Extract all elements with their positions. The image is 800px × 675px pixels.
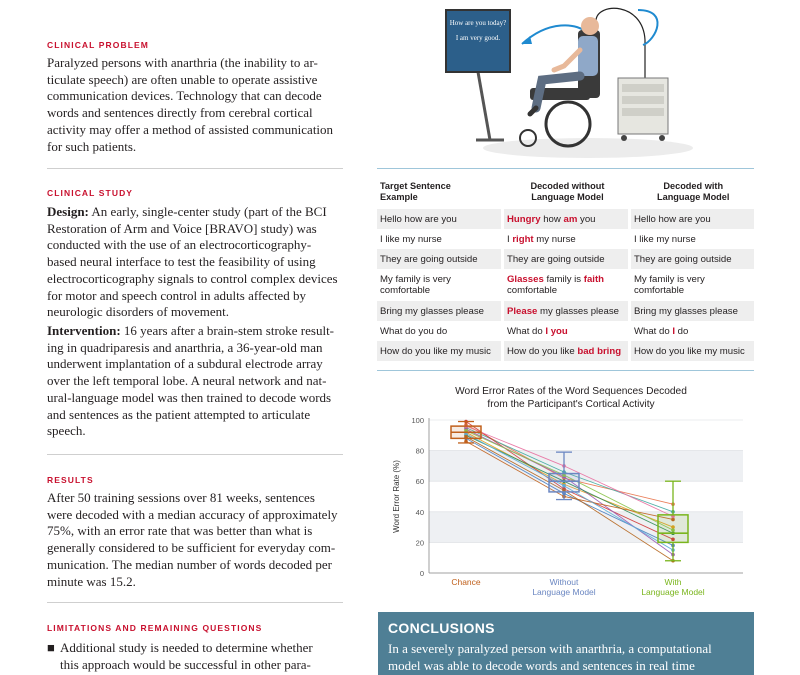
word-error-rate-chart [377,382,757,604]
patient-head [581,17,599,35]
y-tick-label: 0 [419,569,424,578]
decoded-without-cell [502,229,629,249]
bullet-marker: ■ [47,640,55,655]
decoded-text: How do you like [506,345,578,357]
target-sentence-cell: Hello how are you [380,213,457,225]
target-sentence-cell: I like my nurse [380,233,442,245]
intervention-line: over the left temporal lobe. A neural network and nat- [47,373,327,389]
decoded-with-cell [629,209,754,229]
conclusions-heading: CONCLUSIONS [388,620,495,636]
y-tick-label: 60 [415,477,424,487]
decoded-with-cell [629,321,754,341]
y-axis-label: Word Error Rate (%) [392,460,401,533]
table-row [377,301,754,321]
x-category-label: With [664,577,682,587]
signal-arrow-icon [638,10,658,45]
table-row [377,249,754,269]
limitations-line: this approach would be successful in other para- [60,656,311,672]
y-tick-label: 40 [415,507,424,517]
decoded-without-cell [502,249,629,269]
decoding-error-word: Hungry [506,213,541,225]
table-row [377,209,754,229]
intervention-line: ing in quadriparesis and anarthria, a 36-year-old man [47,339,323,355]
decoding-error-word: faith [583,274,605,285]
box [658,515,688,543]
decoded-text: comfortable [506,285,558,296]
decoded-text: Hello how are you [633,213,711,225]
design-line: based neural interface to test the feasibility of using [47,254,316,270]
decoded-sentences-table [377,181,754,361]
y-tick-label: 20 [415,538,424,548]
grid-band [429,512,743,543]
design-line: electrocorticography signals to control complex devices [47,270,338,286]
screen-answer: I am very good. [455,34,501,42]
clinical-problem-heading: CLINICAL PROBLEM [47,40,149,50]
box [549,474,579,492]
conclusions-text [388,641,746,674]
decoded-text: My family is very [633,274,705,285]
limitations-line: Additional study is needed to determine whether [60,640,313,655]
decoded-text: family is [543,274,584,285]
decoded-with-cell [629,341,754,361]
results-line: minute was 15.2. [47,573,136,589]
decoded-text: How do you like my music [633,345,745,357]
grid-band [429,451,743,482]
screen-question: How are you today? [449,19,507,27]
design-text [47,204,343,321]
target-sentence-cell: What do you do [380,325,448,337]
intervention-line: 16 years after a brain-stem stroke result- [120,323,335,338]
intervention-line: speech. [47,423,86,439]
decoded-text: What do [506,325,546,337]
patient-illustration [438,0,708,160]
table-bottom-rule [377,370,754,371]
clinical-problem-line: words and sentences directly from cerebral cortical [47,105,313,121]
conclusions-line: In a severely paralyzed person with anarthria, a computational [388,641,712,656]
results-line: 75%, with an error rate that was better than what is [47,523,313,539]
decoding-error-word: Please [506,305,538,317]
intervention-label: Intervention: [47,323,121,338]
section-divider [47,454,343,455]
column-header-without: Decoded without Language Model [530,181,605,202]
results-line: generally considered to be sufficient for everyday com- [47,540,336,556]
target-sentence-cell: They are going outside [380,253,478,265]
results-line: munication. The median number of words decoded per [47,556,332,572]
decoded-without-cell [502,209,629,229]
decoded-text: comfortable [633,285,685,296]
decoded-with-cell [629,229,754,249]
decoded-without-cell [502,321,629,341]
decoded-text: What do [633,325,673,337]
decoded-text: how [540,213,564,225]
intervention-text [47,323,343,440]
intervention-line: and sentences as the patient attempted to articulate [47,406,311,422]
decoded-with-cell [629,249,754,269]
decoded-text: Bring my glasses please [633,305,738,317]
decoded-without-cell [502,269,629,301]
decoding-error-word: bad bring [577,345,622,357]
decoding-error-word: Glasses [506,274,544,285]
table-row [377,321,754,341]
design-label: Design: [47,204,89,219]
results-text [47,490,343,590]
x-category-label: Language Model [532,587,596,597]
conclusions-box [378,612,754,675]
decoded-text: you [577,213,596,225]
intervention-line: ural-language model was then trained to decode words [47,389,332,405]
decoded-text: I [506,233,513,245]
table-row [377,269,754,301]
column-header-target: Target Sentence Example [380,181,451,202]
results-line: were decoded with a median accuracy of approximately [47,506,338,522]
decoded-text: They are going outside [633,253,732,265]
results-heading: RESULTS [47,475,94,485]
decoding-error-word: I [672,325,676,337]
limitations-heading: LIMITATIONS AND REMAINING QUESTIONS [47,623,263,633]
clinical-problem-line: Paralyzed persons with anarthria (the inability to ar- [47,55,318,70]
clinical-study-heading: CLINICAL STUDY [47,188,134,198]
table-top-rule [377,168,754,169]
section-divider [47,602,343,603]
conclusions-line: model was able to decode words and sentences in real time [388,657,695,673]
table-row [377,229,754,249]
decoded-text: my nurse [533,233,576,245]
x-category-label: Without [549,577,579,587]
x-category-label: Chance [451,577,481,587]
design-line: for motor and speech control in adults affected by [47,287,306,303]
y-tick-label: 80 [415,446,424,456]
y-tick-label: 100 [411,416,424,425]
design-line: neurologic disorders of movement. [47,304,229,320]
decoded-text: do [675,325,689,337]
intervention-line: underwent implantation of a subdural electrode array [47,356,323,372]
decoding-error-word: am [563,213,578,225]
decoded-without-cell [502,301,629,321]
design-line: Restoration of Arm and Voice [BRAVO] study) was [47,220,317,236]
clinical-problem-line: activity may offer a method of assisted communication [47,121,334,137]
decoded-text: my glasses please [537,305,619,317]
chart-title: Word Error Rates of the Word Sequences Decoded [455,386,687,397]
clinical-problem-line: for such patients. [47,138,137,154]
x-category-label: Language Model [641,587,705,597]
target-sentence-cell: Bring my glasses please [380,305,484,317]
section-divider [47,168,343,169]
chart-title: from the Participant's Cortical Activity [487,399,655,410]
design-line: conducted with the use of an electrocorticography- [47,237,312,253]
table-row [377,341,754,361]
target-sentence-cell: My family is very comfortable [380,274,451,296]
target-sentence-cell: How do you like my music [380,345,491,357]
decoded-text: They are going outside [506,253,605,265]
decoding-error-word: I you [545,325,568,337]
decoded-without-cell [502,341,629,361]
design-line: An early, single-center study (part of the BCI [88,204,327,219]
clinical-problem-line: ticulate speech) are often unable to operate assistive [47,71,318,87]
decoding-error-word: right [512,233,534,245]
decoded-with-cell [629,301,754,321]
results-line: After 50 training sessions over 81 weeks, sentences [47,490,315,505]
clinical-problem-line: communication devices. Technology that can decode [47,88,322,104]
clinical-problem-text [47,55,343,155]
decoded-with-cell [629,269,754,301]
column-header-with: Decoded with Language Model [656,181,730,202]
decoded-text: I like my nurse [633,233,696,245]
